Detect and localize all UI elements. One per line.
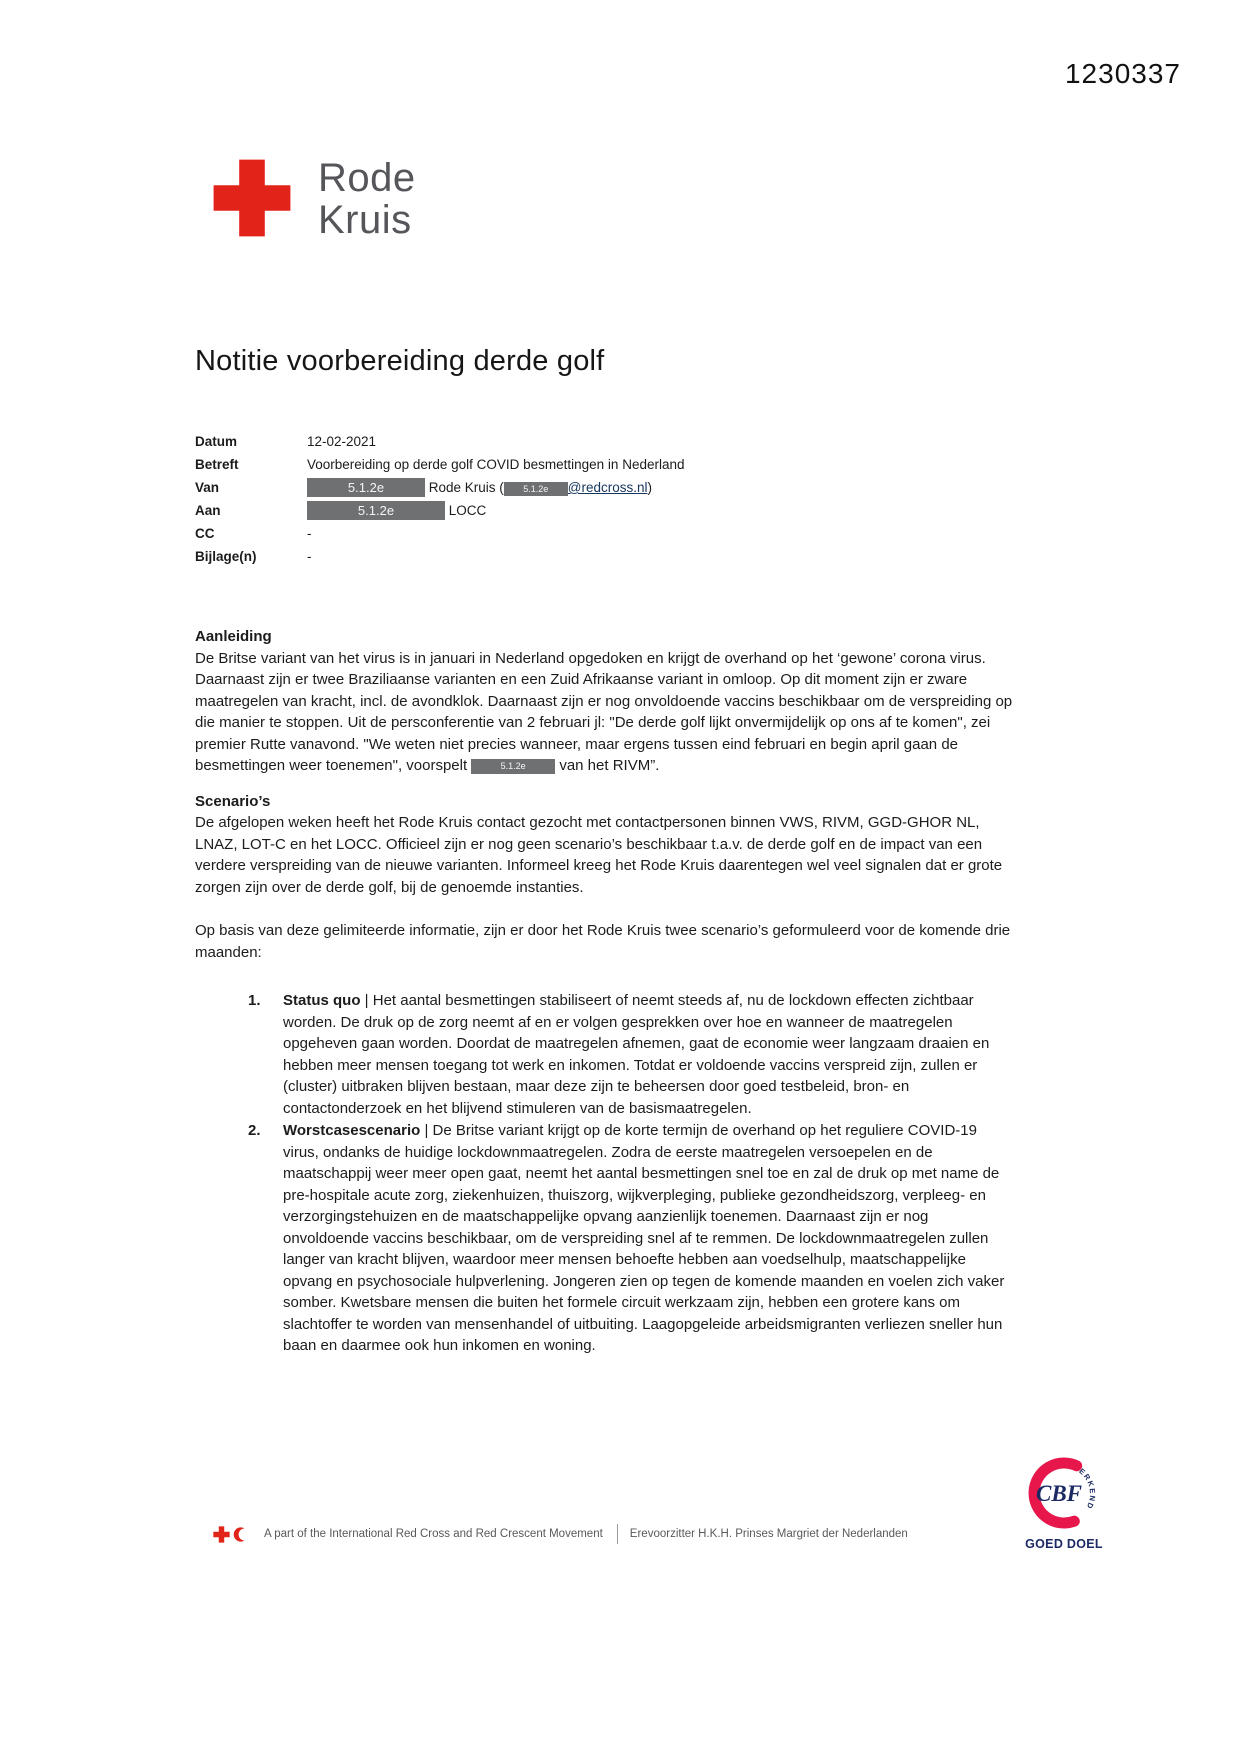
van-text: Rode Kruis ( bbox=[425, 480, 504, 496]
van-text-close: ) bbox=[647, 480, 653, 496]
page-title: Notitie voorbereiding derde golf bbox=[195, 345, 605, 377]
list-item-number: 1. bbox=[248, 992, 261, 1009]
footer bbox=[213, 1524, 908, 1544]
meta-label-van: Van bbox=[195, 480, 220, 495]
redaction-box: 5.1.2e bbox=[504, 482, 568, 496]
list-item bbox=[195, 990, 1013, 1119]
meta-row-datum bbox=[195, 434, 1013, 457]
cbf-seal-icon bbox=[1022, 1456, 1106, 1532]
red-crescent-icon bbox=[233, 1526, 250, 1543]
meta-label-betreft: Betreft bbox=[195, 457, 239, 472]
list-item-text: Het aantal besmettingen stabiliseert of neemt steeds af, nu de lockdown effecten zichtbaar worden. De druk op de zorg neemt af en er volgen gesprekken over hoe en wanneer de maatregelen opgeheven gaan worden. Doordat de maatregelen afnemen, gaat de economie weer langzaam draaien en hebben meer mensen toegang tot werk en inkomen. Totdat er voldoende vaccins verspreid zijn, zullen er (cluster) uitbraken blijven bestaan, maar deze zijn te beheersen door goed testbeleid, bron- en contactonderzoek en het blijvend stimuleren van de basismaatregelen. bbox=[283, 992, 990, 1117]
document-number: 1230337 bbox=[1064, 58, 1181, 89]
meta-value-betreft: Voorbereiding op derde golf COVID besmettingen in Nederland bbox=[307, 457, 685, 472]
cbf-logo bbox=[1022, 1456, 1106, 1551]
meta-value-aan bbox=[307, 503, 486, 520]
scenarios-paragraph-2: Op basis van deze gelimiteerde informatie, zijn er door het Rode Kruis twee scenario’s geformuleerd voor de komende drie maanden: bbox=[195, 922, 1011, 961]
redaction-box: 5.1.2e bbox=[307, 478, 425, 497]
cbf-goed-doel-label: GOED DOEL bbox=[1025, 1537, 1103, 1551]
list-item-number: 2. bbox=[248, 1122, 261, 1139]
meta-value-cc: - bbox=[307, 526, 312, 541]
redaction-box: 5.1.2e bbox=[307, 501, 445, 520]
meta-row-van bbox=[195, 480, 1013, 503]
meta-row-cc bbox=[195, 526, 1013, 549]
rode-kruis-logo bbox=[212, 158, 416, 241]
logo-word-kruis: Kruis bbox=[318, 198, 412, 242]
meta-row-bijlage bbox=[195, 549, 1013, 572]
list-item-lead: Worstcasescenario bbox=[283, 1122, 421, 1139]
footer-divider bbox=[617, 1524, 618, 1544]
document-body bbox=[195, 626, 1013, 1357]
scenarios-paragraph-1: De afgelopen weken heeft het Rode Kruis contact gezocht met contactpersonen binnen VWS, RIVM, GGD-GHOR NL, LNAZ, LOT-C en het LOCC. Officieel zijn er nog geen scenario’s beschikbaar t.a.v. de derde golf en de impact van een verdere verspreiding van de nieuwe varianten. Informeel kreeg het Rode Kruis daarentegen wel veel signalen dat er grote zorgen zijn over de derde golf, bij de genoemde instanties. bbox=[195, 814, 1003, 896]
scenario-list bbox=[195, 990, 1013, 1357]
list-item-text: De Britse variant krijgt op de korte termijn de overhand op het reguliere COVID-19 virus, ondanks de huidige lockdownmaatregelen. Zodra de eerste maatregelen versoepelen en de maatschappij weer meer open gaat, neemt het aantal besmettingen snel toe en zal de druk op met name de pre-hospitale acute zorg, ziekenhuizen, thuiszorg, wijkverpleging, publieke gezondheidszorg, verpleeg- en verzorgingstehuizen en de maatschappelijke opvang aanzienlijk toenemen. Daarnaast zijn er nog onvoldoende vaccins beschikbaar, om de verspreiding snel af te remmen. De lockdownmaatregelen zullen langer van kracht blijven, waardoor meer mensen behoefte hebben aan voedselhulp, maatschappelijke opvang en psychosociale hulpverlening. Jongeren zien op tegen de komende maanden en voelen zich vaker somber. Kwetsbare mensen die buiten het formele circuit werkzaam zijn, hebben een grotere kans om slachtoffer te worden van mensenhandel of uitbuiting. Laagopgeleide arbeidsmigranten verliezen sneller hun baan en daarmee ook hun inkomen en woning. bbox=[283, 1122, 1005, 1354]
meta-value-bijlage: - bbox=[307, 549, 312, 564]
aan-text: LOCC bbox=[445, 503, 487, 519]
cbf-label: CBF bbox=[1035, 1481, 1083, 1506]
section-heading-aanleiding: Aanleiding bbox=[195, 628, 272, 645]
list-item-body bbox=[283, 1120, 1013, 1357]
meta-label-bijlage: Bijlage(n) bbox=[195, 549, 257, 564]
footer-left-text: A part of the International Red Cross and Red Crescent Movement bbox=[264, 1528, 603, 1540]
meta-row-betreft bbox=[195, 457, 1013, 480]
meta-table bbox=[195, 434, 1013, 572]
aanleiding-paragraph bbox=[195, 648, 1013, 777]
logo-wordmark bbox=[318, 157, 416, 241]
red-cross-icon bbox=[213, 1526, 230, 1543]
cbf-erkend-label: ERKEND bbox=[1077, 1466, 1098, 1512]
meta-value-datum: 12-02-2021 bbox=[307, 434, 377, 449]
aanleiding-text: De Britse variant van het virus is in januari in Nederland opgedoken en krijgt de overhand op het ‘gewone’ corona virus. Daarnaast zijn er twee Braziliaanse varianten en een Zuid Afrikaanse variant in omloop. Op dit moment zijn er zware maatregelen van kracht, incl. de avondklok. Daarnaast zijn er nog onvoldoende vaccins beschikbaar om de verspreiding op die manier te stoppen. Uit de persconferentie van 2 februari jl: "De derde golf lijkt onvermijdelijk op ons af te komen", zei premier Rutte vanavond. "We weten niet precies wanneer, maar ergens tussen eind februari en begin april gaan de besmettingen weer toenemen", voorspelt bbox=[195, 649, 1013, 774]
meta-label-cc: CC bbox=[195, 526, 215, 541]
email-link[interactable]: @redcross.nl bbox=[567, 480, 648, 496]
meta-label-aan: Aan bbox=[195, 503, 221, 518]
list-item-separator: | bbox=[360, 992, 373, 1009]
list-item-body bbox=[283, 990, 1013, 1119]
redaction-box: 5.1.2e bbox=[471, 759, 555, 774]
meta-label-datum: Datum bbox=[195, 434, 238, 449]
list-item bbox=[195, 1120, 1013, 1357]
meta-row-aan bbox=[195, 503, 1013, 526]
section-heading-scenarios: Scenario’s bbox=[195, 792, 271, 810]
footer-right-text: Erevoorzitter H.K.H. Prinses Margriet der Nederlanden bbox=[629, 1528, 908, 1540]
list-item-separator: | bbox=[420, 1122, 433, 1139]
meta-value-van bbox=[307, 480, 652, 497]
aanleiding-text-end: van het RIVM”. bbox=[555, 757, 660, 774]
logo-word-rode: Rode bbox=[318, 156, 416, 200]
red-cross-icon bbox=[212, 158, 292, 238]
list-item-lead: Status quo bbox=[283, 992, 361, 1009]
